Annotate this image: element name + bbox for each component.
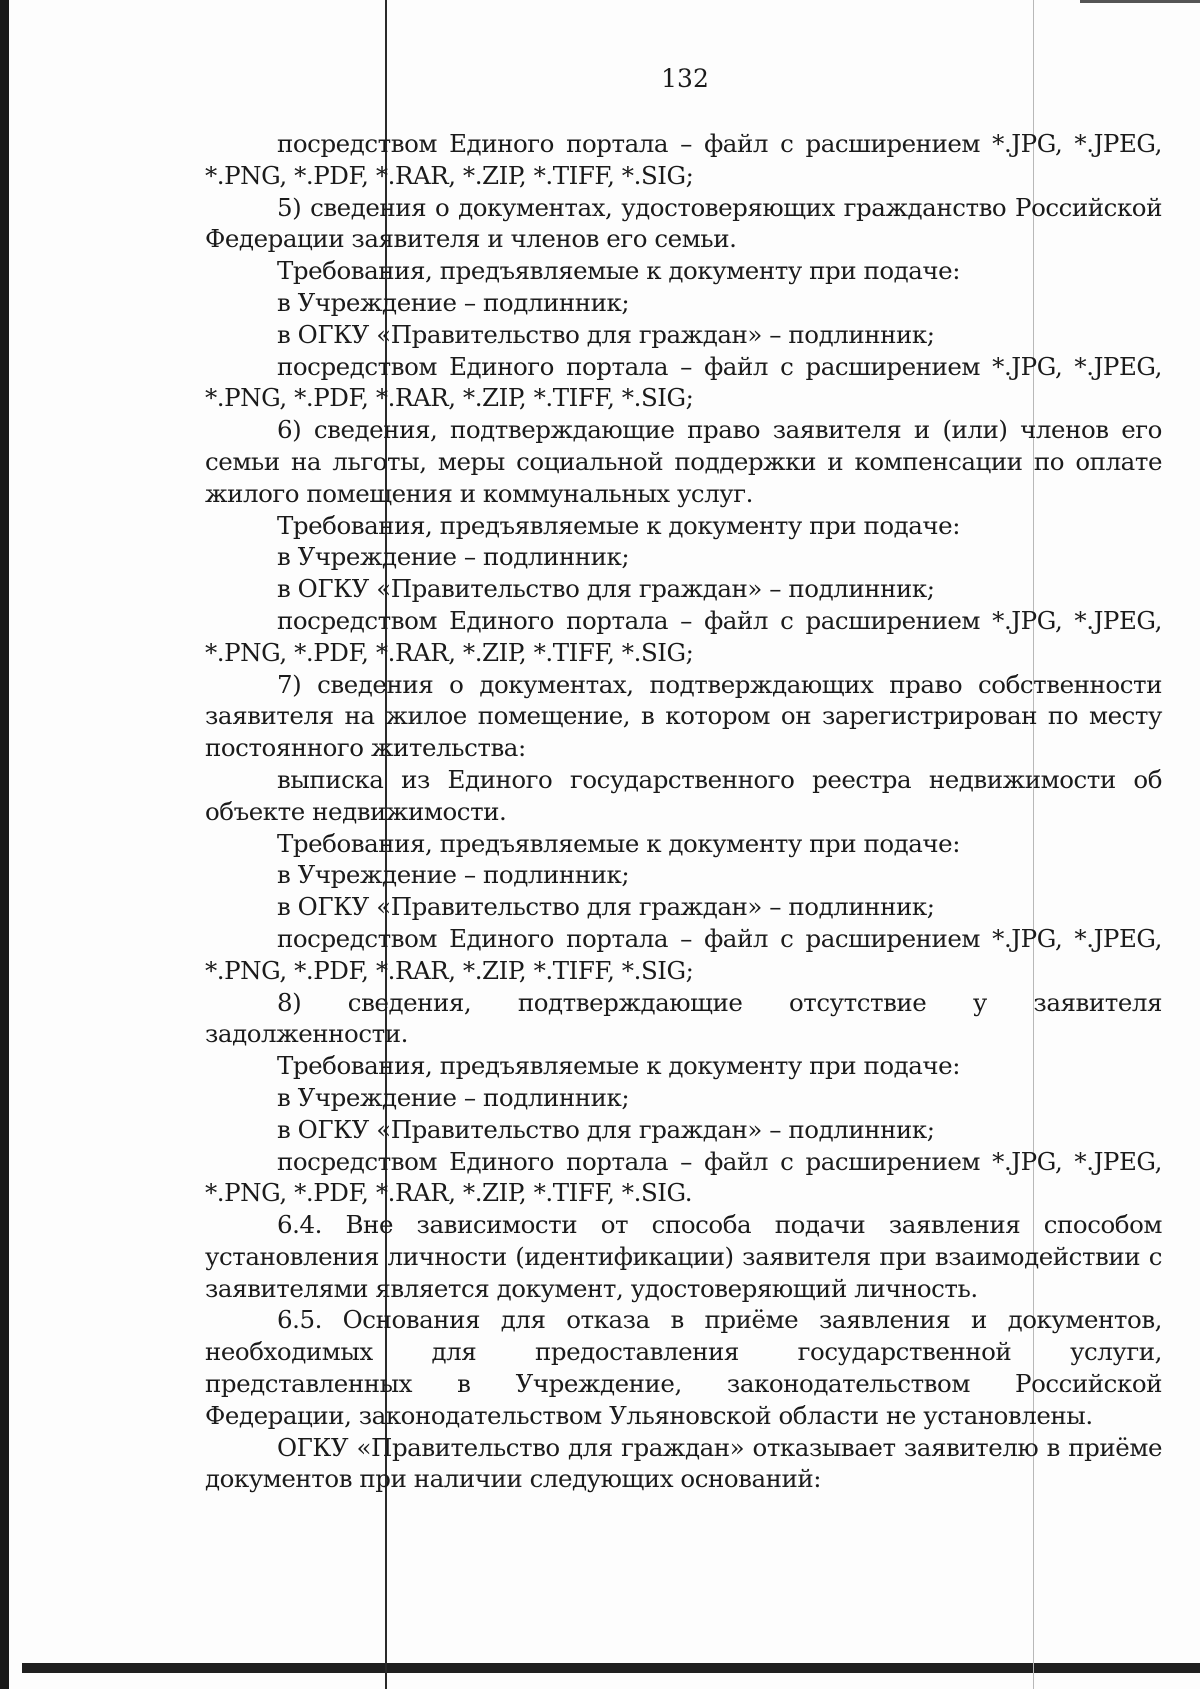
paragraph: выписка из Единого государственного реестра недвижимости об объекте недвижимости. — [205, 764, 1162, 826]
paragraph: 8) сведения, подтверждающие отсутствие у заявителя задолженности. — [205, 987, 1162, 1049]
paragraph: в Учреждение – подлинник; — [277, 287, 630, 317]
paragraph: ОГКУ «Правительство для граждан» отказывает заявителю в приёме документов при наличии следующих оснований: — [205, 1432, 1162, 1494]
paragraph: Требования, предъявляемые к документу при подаче: — [277, 828, 961, 858]
paragraph: Требования, предъявляемые к документу при подаче: — [277, 1051, 961, 1081]
paragraph: в ОГКУ «Правительство для граждан» – подлинник; — [277, 1114, 935, 1144]
paragraph: посредством Единого портала – файл с расширением *.JPG, *.JPEG, *.PNG, *.PDF, *.RAR, *.ZIP, *.TIFF, *.SIG; — [205, 923, 1162, 985]
paragraph: в Учреждение – подлинник; — [277, 1082, 630, 1112]
page-number: 132 — [661, 64, 709, 93]
paragraph: 7) сведения о документах, подтверждающих право собственности заявителя на жилое помещение, в котором он зарегистрирован по месту постоянного жительства: — [205, 669, 1162, 763]
paragraph: 5) сведения о документах, удостоверяющих гражданство Российской Федерации заявителя и членов его семьи. — [205, 192, 1162, 254]
scan-edge-top — [1080, 0, 1200, 3]
document-body — [205, 128, 1162, 1495]
paragraph: в ОГКУ «Правительство для граждан» – подлинник; — [277, 892, 935, 922]
paragraph: посредством Единого портала – файл с расширением *.JPG, *.JPEG, *.PNG, *.PDF, *.RAR, *.ZIP, *.TIFF, *.SIG; — [205, 351, 1162, 413]
paragraph: Требования, предъявляемые к документу при подаче: — [277, 256, 961, 286]
paragraph: в Учреждение – подлинник; — [277, 542, 630, 572]
scan-edge-bottom — [22, 1663, 1200, 1673]
paragraph: в ОГКУ «Правительство для граждан» – подлинник; — [277, 574, 935, 604]
paragraph: посредством Единого портала – файл с расширением *.JPG, *.JPEG, *.PNG, *.PDF, *.RAR, *.ZIP, *.TIFF, *.SIG; — [205, 605, 1162, 667]
paragraph: 6.5. Основания для отказа в приёме заявления и документов, необходимых для предоставления государственной услуги, представленных в Учреждение, законодательством Российской Федерации, законодательством Ульяновской области не установлены. — [205, 1305, 1162, 1430]
scan-edge-left — [0, 0, 9, 1689]
paragraph: 6) сведения, подтверждающие право заявителя и (или) членов его семьи на льготы, меры социальной поддержки и компенсации по оплате жилого помещения и коммунальных услуг. — [205, 415, 1162, 508]
paragraph: посредством Единого портала – файл с расширением *.JPG, *.JPEG, *.PNG, *.PDF, *.RAR, *.ZIP, *.TIFF, *.SIG. — [205, 1146, 1162, 1208]
paragraph: 6.4. Вне зависимости от способа подачи заявления способом установления личности (идентификации) заявителя при взаимодействии с заявителями является документ, удостоверяющий личность. — [205, 1210, 1162, 1303]
paragraph: посредством Единого портала – файл с расширением *.JPG, *.JPEG, *.PNG, *.PDF, *.RAR, *.ZIP, *.TIFF, *.SIG; — [205, 129, 1162, 190]
paragraph: в Учреждение – подлинник; — [277, 860, 630, 890]
paragraph: в ОГКУ «Правительство для граждан» – подлинник; — [277, 319, 935, 349]
paragraph: Требования, предъявляемые к документу при подаче: — [277, 510, 961, 540]
